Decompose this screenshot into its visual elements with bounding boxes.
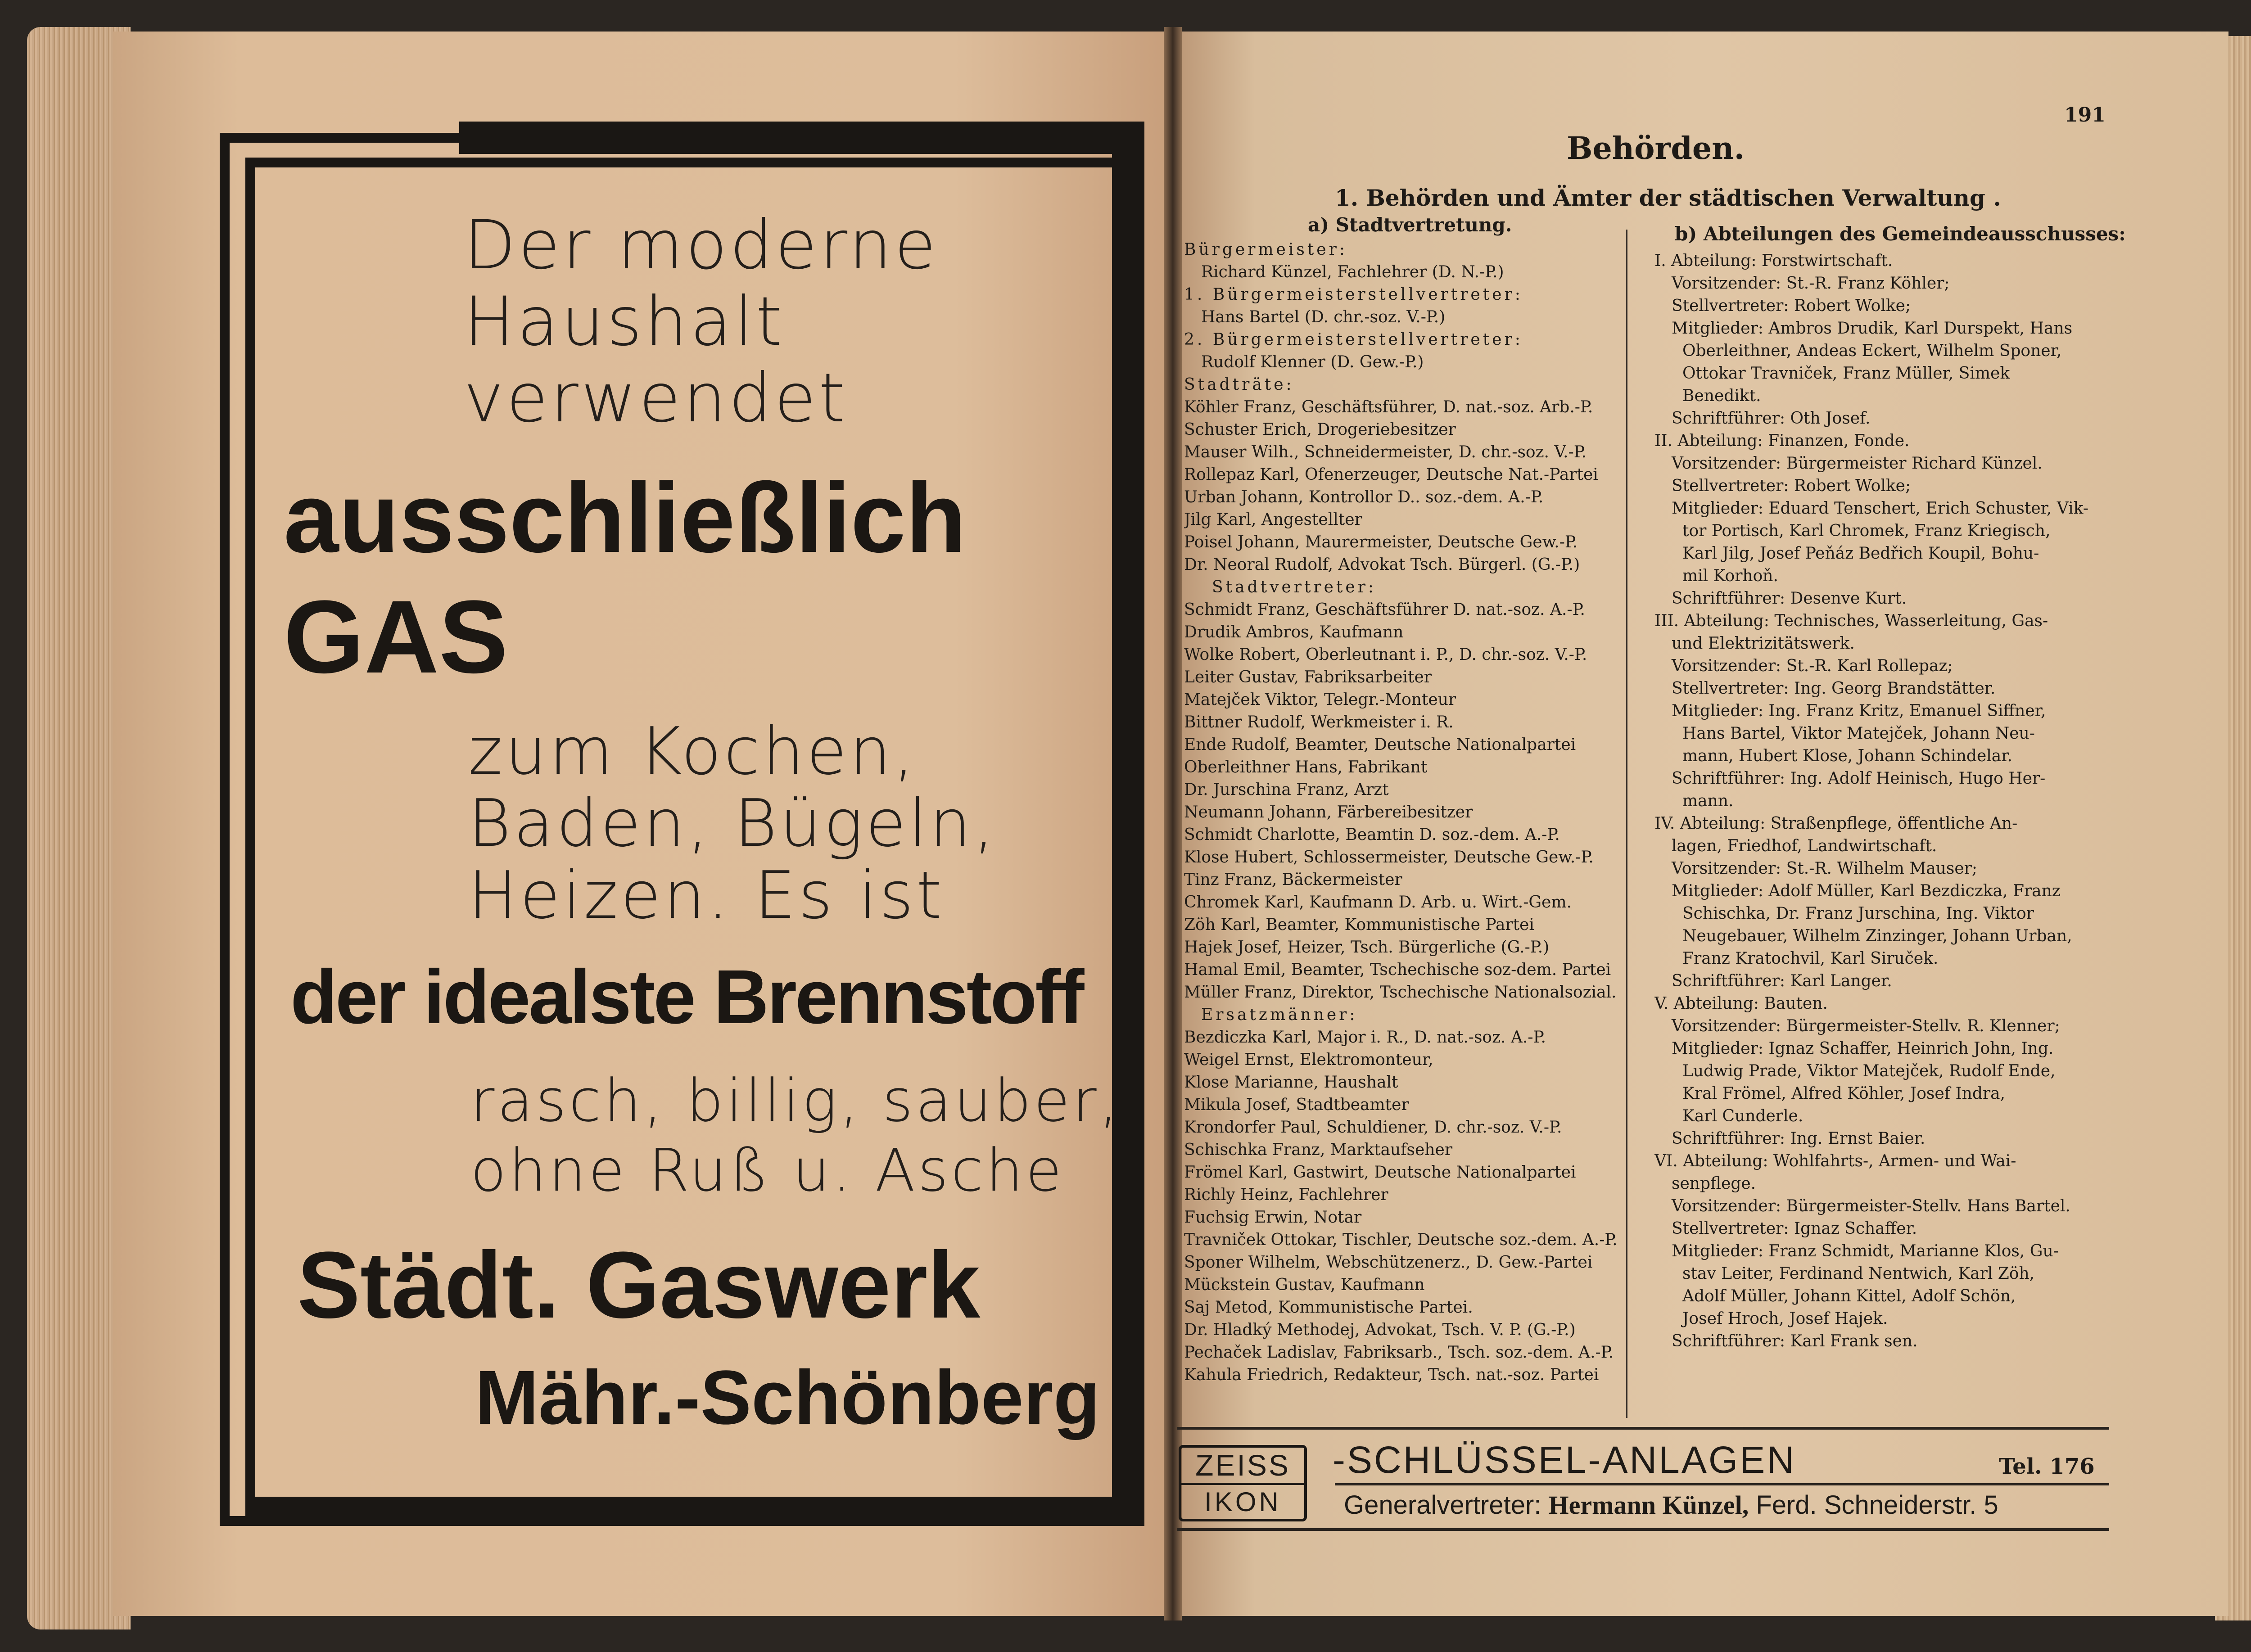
list-item: Zöh Karl, Beamter, Kommunistische Partei [1184,916,1534,934]
list-item: Schischka Franz, Marktaufseher [1184,1141,1453,1159]
list-item: Matejček Viktor, Telegr.-Monteur [1184,691,1456,709]
list-item: Oberleithner, Andeas Eckert, Wilhelm Sponer, [1682,342,2062,360]
list-item: Vorsitzender: Bürgermeister-Stellv. Hans Bartel. [1672,1197,2070,1215]
list-item: Schmidt Franz, Geschäftsführer D. nat.-soz. A.-P. [1184,600,1585,619]
list-item: Schriftführer: Desenve Kurt. [1672,589,1907,608]
ad-line-2: Haushalt [464,283,785,361]
list-item: Chromek Karl, Kaufmann D. Arb. u. Wirt.-Gem. [1184,893,1572,912]
list-item: Ersatzmänner: [1201,1006,1358,1024]
abteilungen-list [1654,250,2107,1353]
list-item: Vorsitzender: Bürgermeister-Stellv. R. Klenner; [1672,1017,2060,1035]
list-item: Köhler Franz, Geschäftsführer, D. nat.-soz. Arb.-P. [1184,398,1593,416]
list-item: Mitglieder: Ignaz Schaffer, Heinrich John, Ing. [1672,1039,2054,1058]
list-item: mann, Hubert Klose, Johann Schindelar. [1682,747,2012,765]
list-item: Saj Metod, Kommunistische Partei. [1184,1298,1473,1317]
list-item: Kahula Friedrich, Redakteur, Tsch. nat.-soz. Partei [1184,1366,1599,1384]
col-b-heading: b) Abteilungen des Gemeindeausschusses: [1675,223,2126,245]
list-item: Bezdiczka Karl, Major i. R., D. nat.-soz. A.-P. [1184,1028,1546,1047]
ad-frame-bottom-bar [245,1497,1144,1526]
zeiss-logo-top: ZEISS [1181,1448,1304,1485]
list-item: Kral Frömel, Alfred Köhler, Josef Indra, [1682,1084,2006,1103]
book-gutter [1164,27,1182,1620]
ad-line-8: ohne Ruß u. Asche [470,1136,1065,1205]
list-item: Stellvertreter: Robert Wolke; [1672,477,1911,495]
list-item: Schriftführer: Karl Frank sen. [1672,1332,1918,1350]
list-item: Dr. Hladký Methodej, Advokat, Tsch. V. P. (G.-P.) [1184,1321,1576,1339]
list-item: Schriftführer: Ing. Ernst Baier. [1672,1129,1926,1148]
list-item: Rollepaz Karl, Ofenerzeuger, Deutsche Nat.-Partei [1184,465,1598,484]
ad-frame-top-bar [459,122,1144,154]
list-item: 2. Bürgermeisterstellvertreter: [1184,330,1523,349]
list-item: Mückstein Gustav, Kaufmann [1184,1276,1425,1294]
list-item: Mitglieder: Ing. Franz Kritz, Emanuel Siffner, [1672,702,2046,720]
list-item: Jilg Karl, Angestellter [1184,510,1362,529]
list-item: Franz Kratochvil, Karl Siruček. [1682,949,1939,968]
list-item: Frömel Karl, Gastwirt, Deutsche Nationalpartei [1184,1163,1576,1182]
list-item: Rudolf Klenner (D. Gew.-P.) [1201,353,1424,371]
ad-line-4: zum Kochen, [468,713,917,790]
list-item: Stellvertreter: Ing. Georg Brandstätter. [1672,679,1996,698]
list-item: Urban Johann, Kontrollor D.. soz.-dem. A.-P. [1184,488,1544,506]
banner-tel: Tel. 176 [1999,1454,2095,1479]
section-subtitle: 1. Behörden und Ämter der städtischen Verwaltung . [1335,185,2001,211]
list-item: Sponer Wilhelm, Webschützenerz., D. Gew.-Partei [1184,1253,1593,1272]
list-item: Travniček Ottokar, Tischler, Deutsche soz.-dem. A.-P. [1184,1231,1618,1249]
list-item: Hans Bartel (D. chr.-soz. V.-P.) [1201,308,1446,326]
list-item: Neugebauer, Wilhelm Zinzinger, Johann Urban, [1682,927,2072,945]
list-item: Tinz Franz, Bäckermeister [1184,871,1402,889]
list-item: Hamal Emil, Beamter, Tschechische soz-dem. Partei [1184,961,1611,979]
list-item: II. Abteilung: Finanzen, Fonde. [1654,432,1910,450]
list-item: Ludwig Prade, Viktor Matejček, Rudolf Ende, [1682,1062,2056,1080]
list-item: III. Abteilung: Technisches, Wasserleitung, Gas- [1654,612,2048,630]
list-item: Wolke Robert, Oberleutnant i. P., D. chr.-soz. V.-P. [1184,645,1587,664]
list-item: und Elektrizitätswerk. [1672,634,1855,653]
list-item: Karl Cunderle. [1682,1107,1804,1125]
list-item: Richard Künzel, Fachlehrer (D. N.-P.) [1201,263,1504,281]
list-item: Mitglieder: Franz Schmidt, Marianne Klos, Gu- [1672,1242,2059,1260]
list-item: Klose Marianne, Haushalt [1184,1073,1398,1092]
list-item: stav Leiter, Ferdinand Nentwich, Karl Zöh, [1682,1264,2035,1283]
list-item: Benedikt. [1682,387,1761,405]
col-a-heading: a) Stadtvertretung. [1308,214,1512,236]
ad-line-6: Heizen. Es ist [468,858,945,934]
list-item: tor Portisch, Karl Chromek, Franz Kriegisch, [1682,522,2051,540]
list-item: Vorsitzender: St.-R. Franz Köhler; [1672,274,1950,293]
list-item: Pechaček Ladislav, Fabriksarb., Tsch. soz.-dem. A.-P. [1184,1343,1614,1362]
ad-bold-1: ausschließlich [284,462,967,573]
banner-generalvertreter [1344,1490,1998,1520]
list-item: Bittner Rudolf, Werkmeister i. R. [1184,713,1454,731]
list-item: Schriftführer: Ing. Adolf Heinisch, Hugo Her- [1672,769,2046,788]
list-item: Fuchsig Erwin, Notar [1184,1208,1362,1227]
list-item: VI. Abteilung: Wohlfahrts-, Armen- und Wai- [1654,1152,2016,1170]
ad-line-1: Der moderne [464,206,939,284]
list-item: Vorsitzender: St.-R. Wilhelm Mauser; [1672,859,1977,878]
list-item: IV. Abteilung: Straßenpflege, öffentliche An- [1654,814,2018,833]
ad-line-3: verwendet [464,359,848,438]
list-item: mil Korhoň. [1682,567,1778,585]
zeiss-logo-bottom: IKON [1204,1487,1281,1517]
list-item: Poisel Johann, Maurermeister, Deutsche Gew.-P. [1184,533,1578,551]
list-item: mann. [1682,792,1734,810]
list-item: Schriftführer: Karl Langer. [1672,972,1892,990]
list-item: Mauser Wilh., Schneidermeister, D. chr.-soz. V.-P. [1184,443,1587,461]
list-item: Ottokar Travniček, Franz Müller, Simek [1682,364,2010,383]
list-item: Dr. Neoral Rudolf, Advokat Tsch. Bürgerl. (G.-P.) [1184,555,1580,574]
list-item: 1. Bürgermeisterstellvertreter: [1184,285,1523,304]
list-item: V. Abteilung: Bauten. [1654,994,1828,1013]
list-item: Mitglieder: Ambros Drudik, Karl Durspekt, Hans [1672,319,2073,338]
list-item: Stellvertreter: Robert Wolke; [1672,297,1911,315]
list-item: Richly Heinz, Fachlehrer [1184,1186,1388,1204]
list-item: Schuster Erich, Drogeriebesitzer [1184,420,1456,439]
list-item: Dr. Jurschina Franz, Arzt [1184,781,1389,799]
banner-title: -SCHLÜSSEL-ANLAGEN [1333,1439,1796,1481]
ad-frame-right-bar [1112,122,1144,1526]
list-item: Mitglieder: Eduard Tenschert, Erich Schuster, Vik- [1672,499,2089,518]
list-item: Oberleithner Hans, Fabrikant [1184,758,1428,776]
list-item: Schriftführer: Oth Josef. [1672,409,1871,428]
banner-gv-name: Hermann Künzel, [1548,1490,1749,1520]
ad-line-5: Baden, Bügeln, [468,785,997,862]
ad-bold-3: der idealste Brennstoff [290,954,1083,1040]
list-item: senpflege. [1672,1174,1756,1193]
ad-line-7: rasch, billig, sauber, [470,1066,1121,1135]
banner-rule-bottom [1177,1528,2109,1531]
list-item: Adolf Müller, Johann Kittel, Adolf Schön, [1682,1287,2016,1305]
page-title: Behörden. [1567,131,1745,167]
list-item: Vorsitzender: Bürgermeister Richard Künzel. [1672,454,2043,473]
ad-company: Städt. Gaswerk [297,1232,981,1338]
list-item: Josef Hroch, Josef Hajek. [1682,1309,1888,1328]
banner-gv-address: Ferd. Schneiderstr. 5 [1756,1490,1998,1520]
list-item: I. Abteilung: Forstwirtschaft. [1654,252,1893,270]
list-item: Mitglieder: Adolf Müller, Karl Bezdiczka, Franz [1672,882,2061,900]
list-item: Ende Rudolf, Beamter, Deutsche Nationalpartei [1184,736,1576,754]
list-item: Leiter Gustav, Fabriksarbeiter [1184,668,1432,686]
list-item: Karl Jilg, Josef Peňáz Bedřich Koupil, Bohu- [1682,544,2039,563]
list-item: Hans Bartel, Viktor Matejček, Johann Neu- [1682,724,2035,743]
banner-rule-mid [1335,1483,2109,1485]
list-item: Klose Hubert, Schlossermeister, Deutsche Gew.-P. [1184,848,1594,867]
banner-gv-label: Generalvertreter: [1344,1490,1541,1520]
list-item: Mikula Josef, Stadtbeamter [1184,1096,1409,1114]
banner-rule-top [1177,1427,2109,1430]
ad-city: Mähr.-Schönberg [475,1355,1100,1440]
list-item: Müller Franz, Direktor, Tschechische Nationalsozial. [1184,983,1617,1002]
list-item: Schischka, Dr. Franz Jurschina, Ing. Viktor [1682,904,2034,923]
page-number: 191 [2064,104,2106,126]
stadtvertretung-list [1184,239,1643,1386]
list-item: Vorsitzender: St.-R. Karl Rollepaz; [1672,657,1953,675]
list-item: Stellvertreter: Ignaz Schaffer. [1672,1219,1917,1238]
list-item: Bürgermeister: [1184,240,1347,259]
ad-bold-2: GAS [284,579,508,695]
list-item: Neumann Johann, Färbereibesitzer [1184,803,1473,821]
list-item: Stadtvertreter: [1212,578,1377,596]
list-item: Hajek Josef, Heizer, Tsch. Bürgerliche (G.-P.) [1184,938,1550,957]
list-item: lagen, Friedhof, Landwirtschaft. [1672,837,1937,855]
list-item: Schmidt Charlotte, Beamtin D. soz.-dem. A.-P. [1184,826,1560,844]
list-item: Drudik Ambros, Kaufmann [1184,623,1404,641]
list-item: Stadträte: [1184,375,1294,394]
zeiss-ikon-logo [1179,1445,1307,1521]
list-item: Weigel Ernst, Elektromonteur, [1184,1051,1433,1069]
list-item: Krondorfer Paul, Schuldiener, D. chr.-soz. V.-P. [1184,1118,1562,1137]
